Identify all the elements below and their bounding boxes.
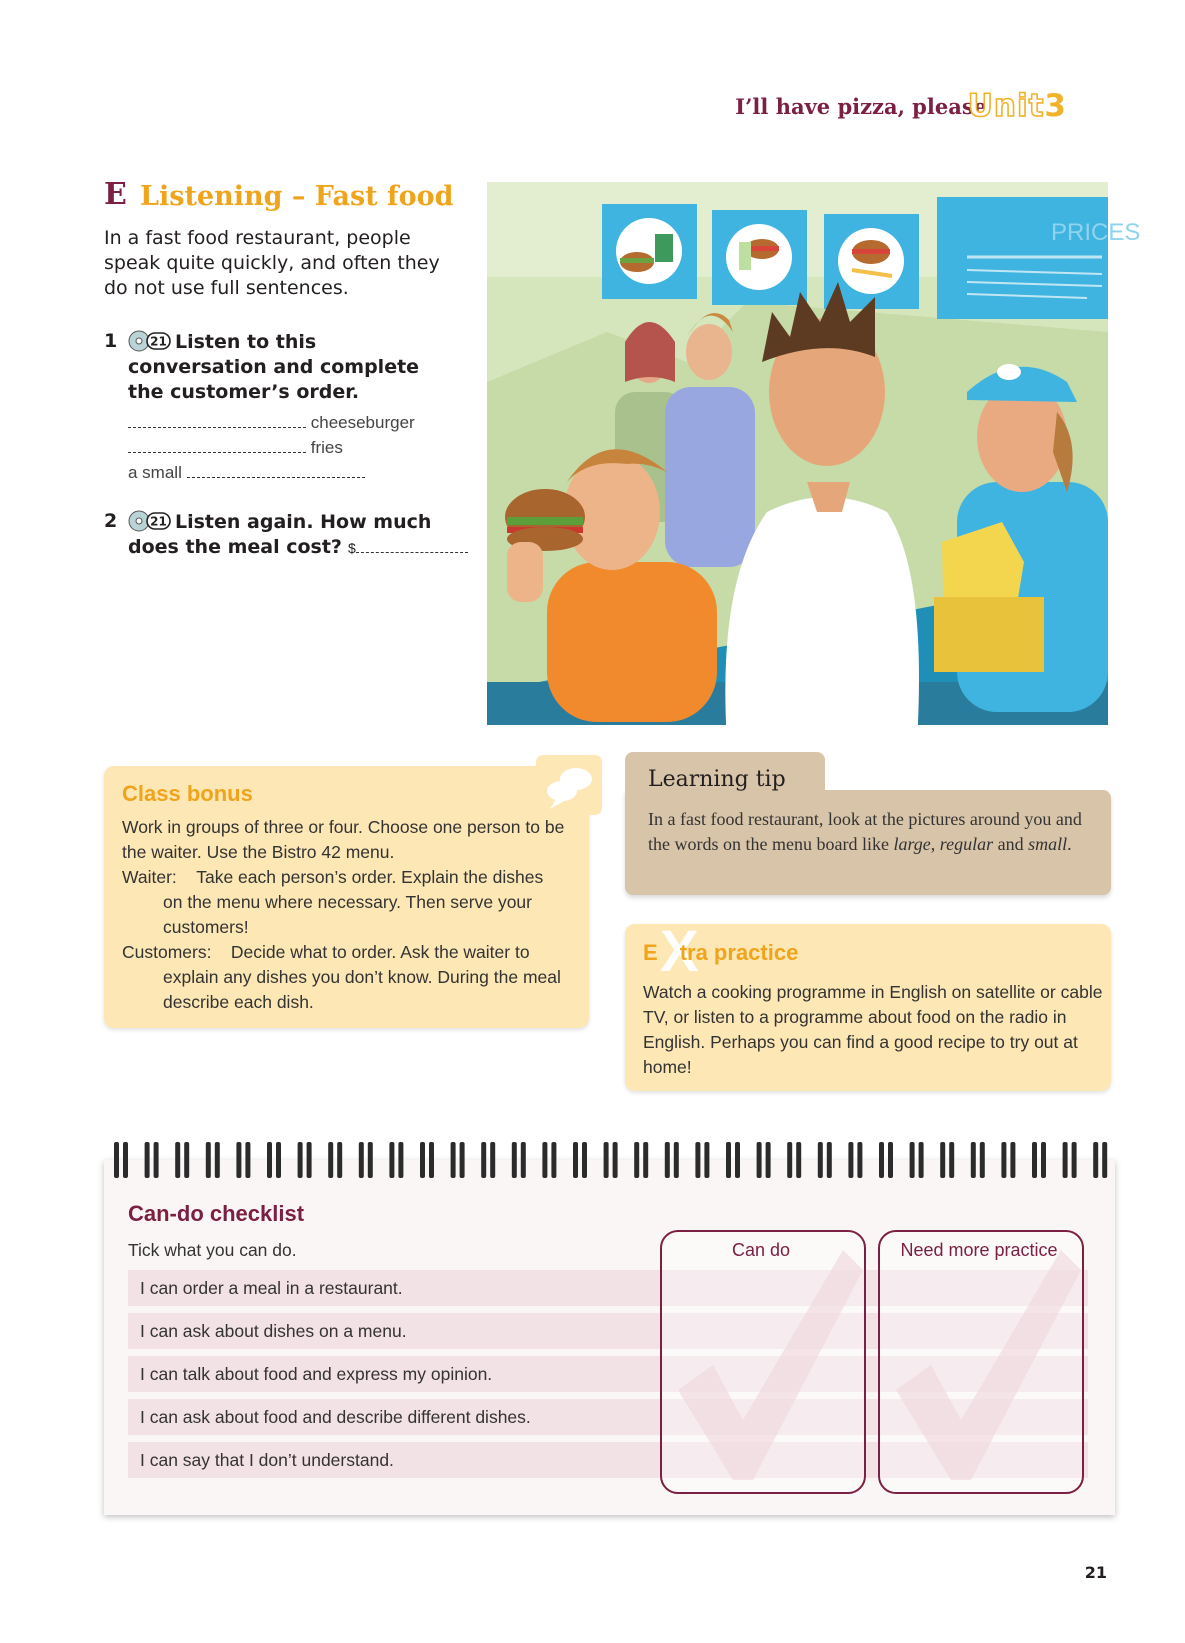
unit-number: 3 — [1044, 88, 1067, 124]
price-board-text: PRICES — [1051, 219, 1141, 246]
tip-end: . — [1067, 834, 1072, 854]
order-line-1 — [128, 413, 415, 433]
question-2 — [128, 510, 468, 561]
binding-ring — [848, 1142, 862, 1178]
binding-ring — [267, 1142, 281, 1178]
cd-audio-icon[interactable] — [128, 510, 172, 532]
answer-blank[interactable] — [187, 463, 365, 478]
binding-ring — [818, 1142, 832, 1178]
waiter-label: Waiter: — [122, 867, 177, 887]
answer-blank[interactable] — [128, 413, 306, 428]
need-more-practice-header: Need more practice — [900, 1240, 1058, 1260]
class-bonus-text — [122, 815, 582, 1015]
customers-text: Decide what to order. Ask the waiter to — [230, 942, 530, 962]
binding-ring — [665, 1142, 679, 1178]
extra-practice-x: X — [660, 919, 699, 984]
binding-ring — [787, 1142, 801, 1178]
class-bonus-title: Class bonus — [122, 781, 253, 806]
checklist-row: I can ask about dishes on a menu. — [128, 1313, 1088, 1349]
binding-ring — [726, 1142, 740, 1178]
tip-text: In a fast food restaurant, look at the pictures around you and the words on the menu board like — [648, 809, 1082, 854]
tip-word-regular: regular — [939, 834, 994, 854]
cd-audio-icon[interactable] — [128, 330, 172, 352]
need-more-practice-column[interactable] — [878, 1230, 1084, 1494]
speech-bubbles-icon — [536, 755, 602, 815]
waiter-text: Take each person’s order. Explain the dishes — [196, 867, 544, 887]
checklist-row: I can talk about food and express my opinion. — [128, 1356, 1088, 1392]
answer-blank[interactable] — [356, 538, 468, 553]
binding-ring — [512, 1142, 526, 1178]
binding-ring — [420, 1142, 434, 1178]
binding-ring — [1093, 1142, 1107, 1178]
customers-instruction-cont: explain any dishes you don’t know. During the meal describe each dish. — [163, 967, 561, 1012]
can-do-column[interactable] — [660, 1230, 866, 1494]
learning-tip-text — [648, 807, 1088, 857]
section-letter: E — [104, 177, 127, 212]
track-number: 21 — [150, 514, 167, 529]
checklist-title: Can-do checklist — [128, 1201, 305, 1226]
order-item: cheeseburger — [310, 413, 415, 432]
section-title: Listening – Fast food — [140, 181, 454, 212]
question-1 — [128, 330, 448, 405]
binding-ring — [145, 1142, 159, 1178]
binding-ring — [1001, 1142, 1015, 1178]
section-intro: In a fast food restaurant, people speak quite quickly, and often they do not use full sentences. — [104, 227, 440, 299]
binding-ring — [910, 1142, 924, 1178]
title-e: E — [643, 940, 658, 965]
waiter-instruction-cont: on the menu where necessary. Then serve your customers! — [163, 892, 532, 937]
learning-tip-title: Learning tip — [648, 767, 786, 792]
answer-blank[interactable] — [128, 438, 306, 453]
binding-ring — [206, 1142, 220, 1178]
waiter-instruction — [122, 865, 582, 890]
customers-label: Customers: — [122, 942, 212, 962]
title-rest: tra practice — [679, 940, 799, 965]
binding-ring — [695, 1142, 709, 1178]
checklist-row: I can order a meal in a restaurant. — [128, 1270, 1088, 1306]
currency-sign: $ — [347, 540, 356, 556]
question-1-text: Listen to this conversation and complete the customer’s order. — [128, 331, 420, 403]
unit-label — [968, 88, 1067, 124]
binding-ring — [451, 1142, 465, 1178]
binding-ring — [328, 1142, 342, 1178]
binding-ring — [298, 1142, 312, 1178]
question-2-text: Listen again. How much does the meal cost? — [128, 511, 432, 558]
binding-ring — [175, 1142, 189, 1178]
binding-ring — [1032, 1142, 1046, 1178]
running-head-title: I’ll have pizza, please — [735, 94, 987, 119]
binding-ring — [389, 1142, 403, 1178]
binding-ring — [236, 1142, 250, 1178]
tip-word-small: small — [1028, 834, 1068, 854]
binding-ring — [634, 1142, 648, 1178]
fast-food-illustration — [487, 182, 1141, 725]
binding-ring — [1063, 1142, 1077, 1178]
question-2-number: 2 — [104, 510, 118, 532]
tip-separator: , — [930, 834, 940, 854]
order-item: fries — [310, 438, 343, 457]
extra-practice-text: Watch a cooking programme in English on satellite or cable TV, or listen to a programme about food on the radio in English. Perhaps you can find a good recipe to try out at home! — [643, 982, 1103, 1077]
class-bonus-intro: Work in groups of three or four. Choose one person to be the waiter. Use the Bistro 42 menu. — [122, 817, 565, 862]
binding-ring — [573, 1142, 587, 1178]
checklist-row: I can ask about food and describe different dishes. — [128, 1399, 1088, 1435]
tip-word-large: large — [893, 834, 931, 854]
checklist-row: I can say that I don’t understand. — [128, 1442, 1088, 1478]
question-1-number: 1 — [104, 330, 118, 352]
checklist-instruction: Tick what you can do. — [128, 1240, 297, 1260]
binding-ring — [542, 1142, 556, 1178]
binding-ring — [359, 1142, 373, 1178]
unit-word: Unit — [967, 88, 1045, 124]
binding-ring — [940, 1142, 954, 1178]
order-item: a small — [128, 463, 182, 482]
binding-ring — [971, 1142, 985, 1178]
order-line-2 — [128, 438, 343, 458]
customers-instruction — [122, 940, 582, 965]
spiral-binding — [110, 1138, 1110, 1186]
track-number: 21 — [150, 334, 167, 349]
extra-practice-title — [643, 940, 798, 966]
binding-ring — [604, 1142, 618, 1178]
order-line-3 — [128, 463, 365, 483]
tip-and: and — [993, 834, 1029, 854]
page-number: 21 — [1084, 1563, 1107, 1582]
binding-ring — [879, 1142, 893, 1178]
binding-ring — [481, 1142, 495, 1178]
binding-ring — [114, 1142, 128, 1178]
can-do-header: Can do — [731, 1240, 791, 1260]
binding-ring — [757, 1142, 771, 1178]
